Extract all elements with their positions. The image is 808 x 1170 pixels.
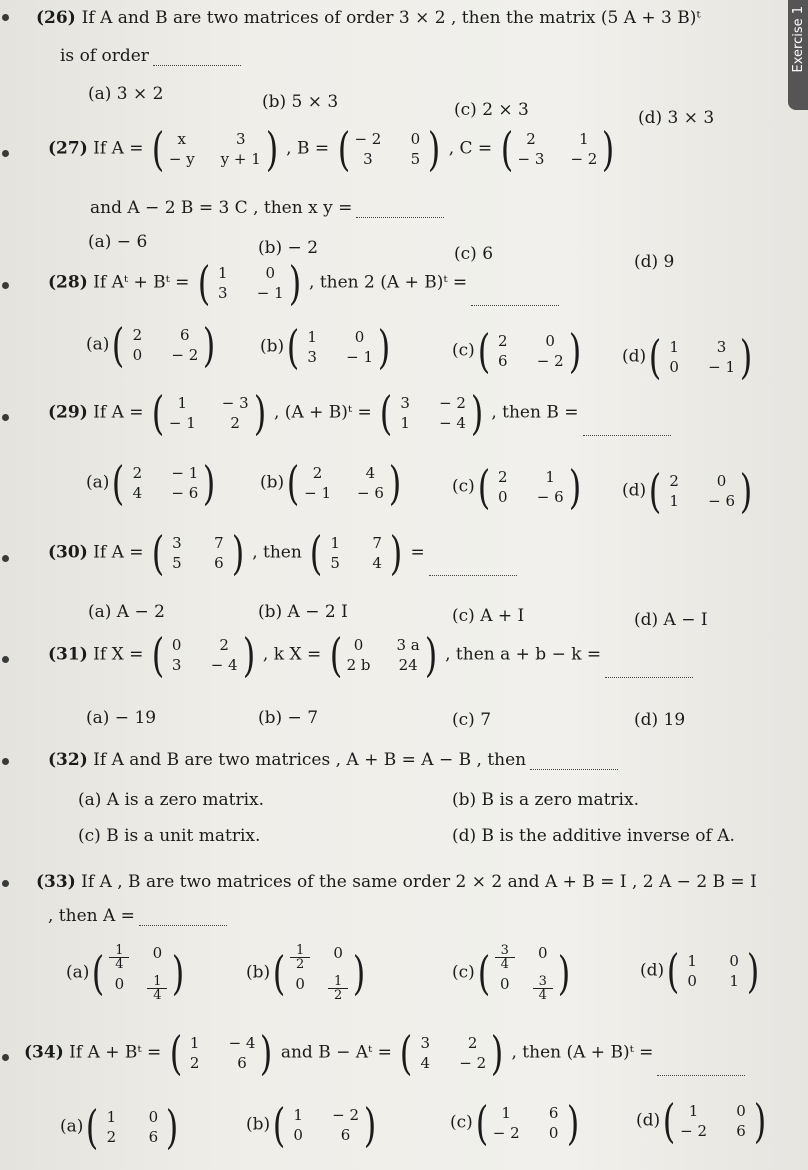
option-c[interactable]: (c) A + I <box>452 606 525 626</box>
option-d[interactable]: (d) 9 <box>634 252 675 272</box>
bullet-dot <box>2 880 9 887</box>
option-c[interactable]: (c) ( 2 1 0 − 6 ) <box>452 460 581 514</box>
option-b[interactable]: (b) ( $\frac{1}{2}$ 0 0 $\frac{1}{2}$ ) <box>246 943 366 1003</box>
option-b[interactable]: (b) − 2 <box>258 238 319 258</box>
option-d[interactable]: (d) B is the additive inverse of A. <box>452 826 735 846</box>
option-b[interactable]: (b) ( 1 0 3 − 1 ) <box>260 320 391 374</box>
exercise-tab: Exercise 1 <box>788 0 808 110</box>
option-c[interactable]: (c) ( $\frac{3}{4}$ 0 0 $\frac{3}{4}$ ) <box>452 943 571 1003</box>
option-b[interactable]: (b) − 7 <box>258 708 319 728</box>
bullet-dot <box>2 414 9 421</box>
question-30: (30) If A = ( 3 7 5 6 ) , then ( 1 7 5 4 ) = <box>48 530 517 576</box>
bullet-dot <box>2 150 9 157</box>
matrix-c: ( 2 1 − 3 − 2 ) <box>500 122 615 176</box>
question-33: (33) If A , B are two matrices of the same order 2 × 2 and A + B = I , 2 A − 2 B = I <box>36 872 757 892</box>
option-d[interactable]: (d) ( 1 0 0 1 ) <box>640 944 760 998</box>
option-b[interactable]: (b) ( 2 4 − 1 − 6 ) <box>260 456 402 510</box>
matrix-b: ( − 2 0 3 5 ) <box>337 122 441 176</box>
option-c[interactable]: (c) 6 <box>454 244 494 264</box>
question-26-line2: is of order <box>60 46 241 66</box>
option-b[interactable]: (b) A − 2 I <box>258 602 348 622</box>
bullet-dot <box>2 758 9 765</box>
option-d[interactable]: (d) ( 2 0 1 − 6 ) <box>622 464 753 518</box>
option-c[interactable]: (c) ( 2 0 6 − 2 ) <box>452 324 581 378</box>
question-31: (31) If X = ( 0 2 3 − 4 ) , k X = ( 0 3 a 2 b 24 ) , then a + b − k = <box>48 632 693 678</box>
option-a[interactable]: (a) − 6 <box>88 232 148 252</box>
bullet-dot <box>2 282 9 289</box>
question-32: (32) If A and B are two matrices , A + B = A − B , then <box>48 750 618 770</box>
bullet-dot <box>2 14 9 21</box>
option-a[interactable]: (a) ( $\frac{1}{4}$ 0 0 $\frac{1}{4}$ ) <box>66 943 185 1003</box>
option-a[interactable]: (a) ( 2 6 0 − 2 ) <box>86 318 216 372</box>
bullet-dot <box>2 1054 9 1061</box>
option-b[interactable]: (b) 5 × 3 <box>262 92 339 112</box>
option-a[interactable]: (a) − 19 <box>86 708 157 728</box>
option-d[interactable]: (d) 19 <box>634 710 686 730</box>
question-number: (26) <box>36 8 82 28</box>
question-27-line2: and A − 2 B = 3 C , then x y = <box>90 198 444 218</box>
option-b[interactable]: (b) ( 1 − 2 0 6 ) <box>246 1098 377 1152</box>
question-34: (34) If A + Bᵗ = ( 1 − 4 2 6 ) and B − Aᵗ = ( 3 2 4 − 2 ) , then (A + B)ᵗ = <box>24 1030 745 1076</box>
option-a[interactable]: (a) A is a zero matrix. <box>78 790 265 810</box>
option-d[interactable]: (d) 3 × 3 <box>638 108 715 128</box>
question-28: (28) If Aᵗ + Bᵗ = ( 1 0 3 − 1 ) , then 2 (A + B)ᵗ = <box>48 260 559 306</box>
option-a[interactable]: (a) ( 2 − 1 4 − 6 ) <box>86 456 216 510</box>
question-29: (29) If A = ( 1 − 3 − 1 2 ) , (A + B)ᵗ = ( 3 − 2 1 − 4 ) , then B = <box>48 390 671 436</box>
bullet-dot <box>2 555 9 562</box>
option-a[interactable]: (a) 3 × 2 <box>88 84 164 104</box>
option-b[interactable]: (b) B is a zero matrix. <box>452 790 639 810</box>
question-33-line2: , then A = <box>48 906 227 926</box>
matrix-a: ( x 3 − y y + 1 ) <box>151 122 279 176</box>
option-d[interactable]: (d) ( 1 0 − 2 6 ) <box>636 1094 767 1148</box>
question-27: (27) If A = ( x 3 − y y + 1 ) , B = ( − 2 0 3 5 ) , C = ( 2 1 − 3 − 2 ) <box>48 126 617 172</box>
option-c[interactable]: (c) B is a unit matrix. <box>78 826 261 846</box>
option-c[interactable]: (c) ( 1 6 − 2 0 ) <box>450 1096 579 1150</box>
option-d[interactable]: (d) ( 1 3 0 − 1 ) <box>622 330 753 384</box>
option-d[interactable]: (d) A − I <box>634 610 708 630</box>
option-c[interactable]: (c) 2 × 3 <box>454 100 529 120</box>
option-a[interactable]: (a) ( 1 0 2 6 ) <box>60 1100 179 1154</box>
question-26: (26) If A and B are two matrices of order 3 × 2 , then the matrix (5 A + 3 B)ᵗ <box>36 8 701 28</box>
option-c[interactable]: (c) 7 <box>452 710 492 730</box>
option-a[interactable]: (a) A − 2 <box>88 602 165 622</box>
bullet-dot <box>2 656 9 663</box>
